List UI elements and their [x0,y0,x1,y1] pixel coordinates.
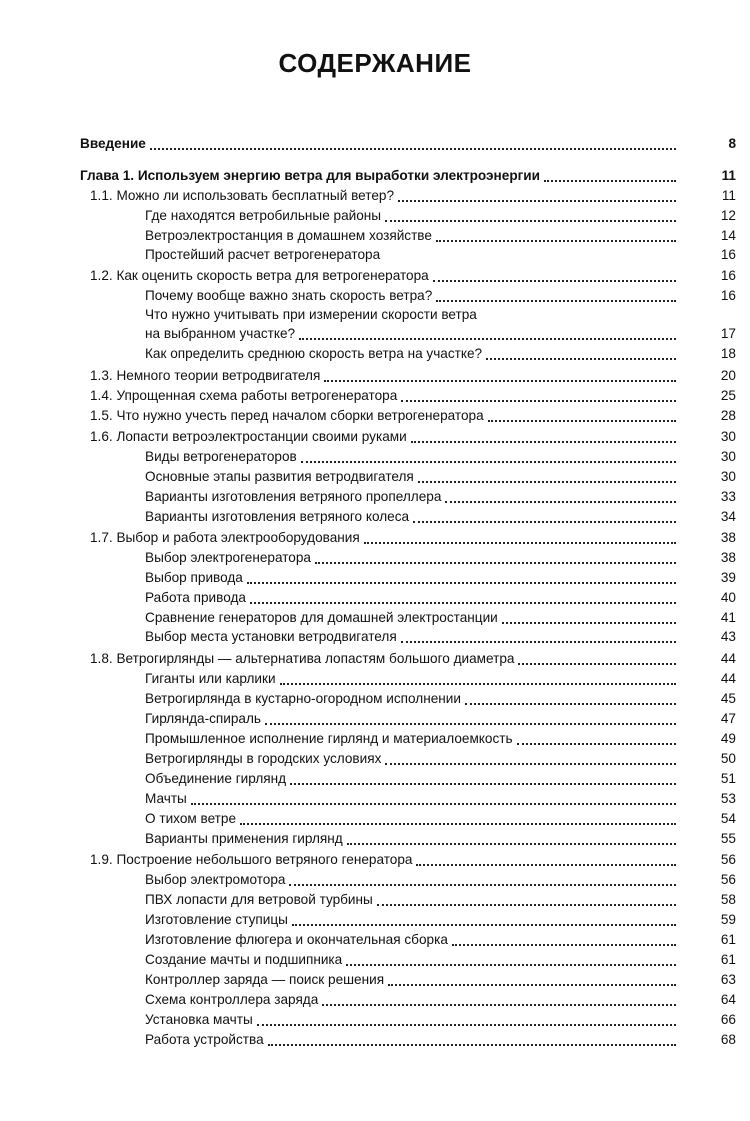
toc-entry [90,428,736,446]
toc-entry [145,991,736,1009]
toc-entry-page: 56 [720,852,736,867]
toc-entry [145,549,736,567]
leader-dots [502,621,676,624]
leader-dots [436,239,676,242]
leader-dots [346,963,676,966]
toc-entry-title: Выбор привода [145,570,243,585]
toc-entry [145,609,736,627]
toc-entry-page: 34 [720,509,736,524]
leader-dots [299,337,676,340]
toc-entry-title: Виды ветрогенераторов [145,449,297,464]
toc-entry-page: 44 [720,651,736,666]
toc-entry-title: Работа привода [145,590,246,605]
toc-entry-title: Выбор электромотора [145,872,286,887]
toc-entry-title: Изготовление ступицы [145,912,288,927]
toc-entry [80,135,736,153]
leader-dots [398,199,676,202]
toc-entry [145,770,736,788]
toc-entry-title: Основные этапы развития ветродвигателя [145,469,414,484]
toc-entry-page: 49 [720,731,736,746]
toc-entry [145,730,736,748]
leader-dots [315,561,676,564]
toc-entry [145,830,736,848]
toc-entry [145,508,736,526]
toc-entry-page: 58 [720,892,736,907]
toc-entry [145,468,736,486]
toc-entry [90,851,736,869]
leader-dots [388,983,676,986]
toc-entry [145,690,736,708]
toc-entry-page: 30 [720,429,736,444]
toc-entry [145,790,736,808]
leader-dots [191,802,676,805]
leader-dots [433,279,676,282]
toc-entry-title: на выбранном участке? [145,326,296,341]
leader-dots [292,923,676,926]
toc-entry [145,345,736,363]
toc-entry [90,529,736,547]
toc-entry-title: Промышленное исполнение гирлянд и материалоемкость [145,731,513,746]
toc-entry-title: Ветрогирлянда в кустарно-огородном исполнении [145,691,461,706]
toc-entry-page: 16 [720,247,736,262]
leader-dots [289,883,676,886]
toc-entry-page: 12 [720,208,736,223]
toc-entry-page: 56 [720,872,736,887]
toc-entry-page: 25 [720,388,736,403]
toc-entry-title: О тихом ветре [145,811,237,826]
leader-dots [280,682,676,685]
toc-entry [145,628,736,646]
toc-entry-page: 43 [720,629,736,644]
toc-entry-title: 1.1. Можно ли использовать бесплатный ветер? [90,188,395,203]
toc-entry-page: 38 [720,530,736,545]
toc-entry [145,750,736,768]
toc-entry-title: 1.4. Упрощенная схема работы ветрогенератора [90,388,398,403]
leader-dots [401,640,676,643]
leader-dots [250,601,676,604]
toc-entry-page: 61 [720,932,736,947]
toc-entry-page: 66 [720,1012,736,1027]
leader-dots [290,782,676,785]
toc-entry-title: Варианты применения гирлянд [145,831,343,846]
toc-entry [145,246,736,264]
leader-dots [413,520,676,523]
toc-entry-title: Установка мачты [145,1012,253,1027]
toc-entry-page: 44 [720,671,736,686]
leader-dots [364,541,676,544]
toc-entry-page: 20 [720,368,736,383]
leader-dots [486,357,676,360]
toc-entry-title: Гирлянда-спираль [145,711,261,726]
toc-entry-title: Как определить среднюю скорость ветра на участке? [145,346,483,361]
toc-entry-page: 45 [720,691,736,706]
toc-entry-page: 18 [720,346,736,361]
page-title: СОДЕРЖАНИЕ [278,48,472,78]
leader-dots [385,219,676,222]
leader-dots [452,943,676,946]
toc-entry-title: Выбор места установки ветродвигателя [145,629,397,644]
toc-entry-title: Гиганты или карлики [145,671,276,686]
leader-dots [384,258,676,261]
toc-entry-page: 68 [720,1032,736,1047]
leader-dots [150,147,676,150]
leader-dots [377,903,676,906]
toc-entry [145,911,736,929]
toc-entry-title: Варианты изготовления ветряного пропеллера [145,489,442,504]
toc-entry [145,871,736,889]
toc-entry-title: Ветрогирлянды в городских условиях [145,751,382,766]
toc-entry-page: 8 [728,136,736,151]
toc-entry-title: Что нужно учитывать при измерении скорости ветра [145,307,477,322]
toc-entry-page: 40 [720,590,736,605]
toc-entry [145,810,736,828]
leader-dots [445,500,676,503]
toc-entry-page: 51 [720,771,736,786]
toc-entry-page: 38 [720,550,736,565]
toc-entry-title: Введение [80,136,146,151]
toc-entry-title: 1.8. Ветрогирлянды — альтернатива лопастям большого диаметра [90,651,515,666]
toc-entry-title: Мачты [145,791,187,806]
toc-entry [145,589,736,607]
toc-entry-page: 33 [720,489,736,504]
toc-entry-page: 28 [720,408,736,423]
toc-entry-title: Глава 1. Используем энергию ветра для выработки электроэнергии [80,168,540,183]
toc-entry [145,488,736,506]
toc-entry-page: 30 [720,469,736,484]
toc-entry [145,670,736,688]
toc-entry-page: 16 [720,288,736,303]
toc-entry-title: Изготовление флюгера и окончательная сборка [145,932,448,947]
toc-entry-page: 41 [720,610,736,625]
toc-entry-title: Варианты изготовления ветряного колеса [145,509,410,524]
toc-entry-title: Контроллер заряда — поиск решения [145,972,385,987]
toc-entry [145,569,736,587]
toc-entry-page: 11 [721,188,736,203]
leader-dots [411,440,676,443]
toc-entry [145,207,736,225]
leader-dots [544,179,676,182]
toc-entry [145,448,736,466]
leader-dots [322,1003,676,1006]
toc-entry-title: Где находятся ветробильные районы [145,208,382,223]
toc-entry-page: 14 [720,228,736,243]
toc-entry-page: 61 [720,952,736,967]
leader-dots [416,863,676,866]
toc-entry-page: 55 [720,831,736,846]
leader-dots [257,1023,676,1026]
toc-entry [145,1031,736,1049]
leader-dots [324,379,676,382]
toc-entry [145,891,736,909]
toc-entry [90,387,736,405]
toc-entry [145,287,736,305]
leader-dots [268,1043,676,1046]
toc-entry-title: 1.6. Лопасти ветроэлектростанции своими руками [90,429,407,444]
toc-entry-page: 30 [720,449,736,464]
leader-dots [347,842,676,845]
toc-entry [145,1011,736,1029]
leader-dots [401,399,676,402]
leader-dots [418,480,676,483]
toc-entry [90,187,736,205]
toc-entry-title: Сравнение генераторов для домашней электростанции [145,610,498,625]
toc-entry [145,931,736,949]
toc-entry-page: 63 [720,972,736,987]
leader-dots [385,762,676,765]
toc-entry-page: 16 [720,268,736,283]
toc-entry-title: Выбор электрогенератора [145,550,311,565]
toc-entry-page: 39 [720,570,736,585]
leader-dots [247,581,676,584]
toc-entry-page: 53 [720,791,736,806]
toc-entry-page: 17 [720,326,736,341]
toc-entry-page: 47 [720,711,736,726]
toc-entry-page: 50 [720,751,736,766]
toc-entry-page: 64 [720,992,736,1007]
toc-entry [90,367,736,385]
toc-entry-title: Объединение гирлянд [145,771,287,786]
toc-entry-title: 1.9. Построение небольшого ветряного генератора [90,852,413,867]
toc-entry [90,267,736,285]
toc-entry-title: 1.7. Выбор и работа электрооборудования [90,530,360,545]
toc-entry-title: 1.3. Немного теории ветродвигателя [90,368,321,383]
toc-entry-title: Создание мачты и подшипника [145,952,343,967]
toc-entry-page: 59 [720,912,736,927]
toc-entry [90,650,736,668]
toc-entry-page: 54 [720,811,736,826]
toc-entry-line [145,306,680,324]
toc-entry-title: Ветроэлектростанция в домашнем хозяйстве [145,228,432,243]
toc-entry [145,710,736,728]
toc-entry-title: 1.5. Что нужно учесть перед началом сборки ветрогенератора [90,408,484,423]
leader-dots [301,460,676,463]
toc-entry [145,951,736,969]
toc-entry [145,325,736,343]
leader-dots [517,742,676,745]
toc-entry-title: Почему вообще важно знать скорость ветра? [145,288,433,303]
toc-entry [145,971,736,989]
leader-dots [240,822,676,825]
toc-entry-title: 1.2. Как оценить скорость ветра для ветрогенератора [90,268,429,283]
toc-entry-page: 11 [721,168,736,183]
leader-dots [465,702,676,705]
toc-entry [90,407,736,425]
toc-entry-title: Простейший расчет ветрогенератора [145,247,381,262]
toc-entry-title: Работа устройства [145,1032,264,1047]
leader-dots [518,662,676,665]
toc-entry-title: Схема контроллера заряда [145,992,319,1007]
leader-dots [488,419,676,422]
toc-entry [145,227,736,245]
toc-entry-title: ПВХ лопасти для ветровой турбины [145,892,373,907]
leader-dots [265,722,676,725]
toc-entry [80,167,736,185]
leader-dots [436,299,676,302]
